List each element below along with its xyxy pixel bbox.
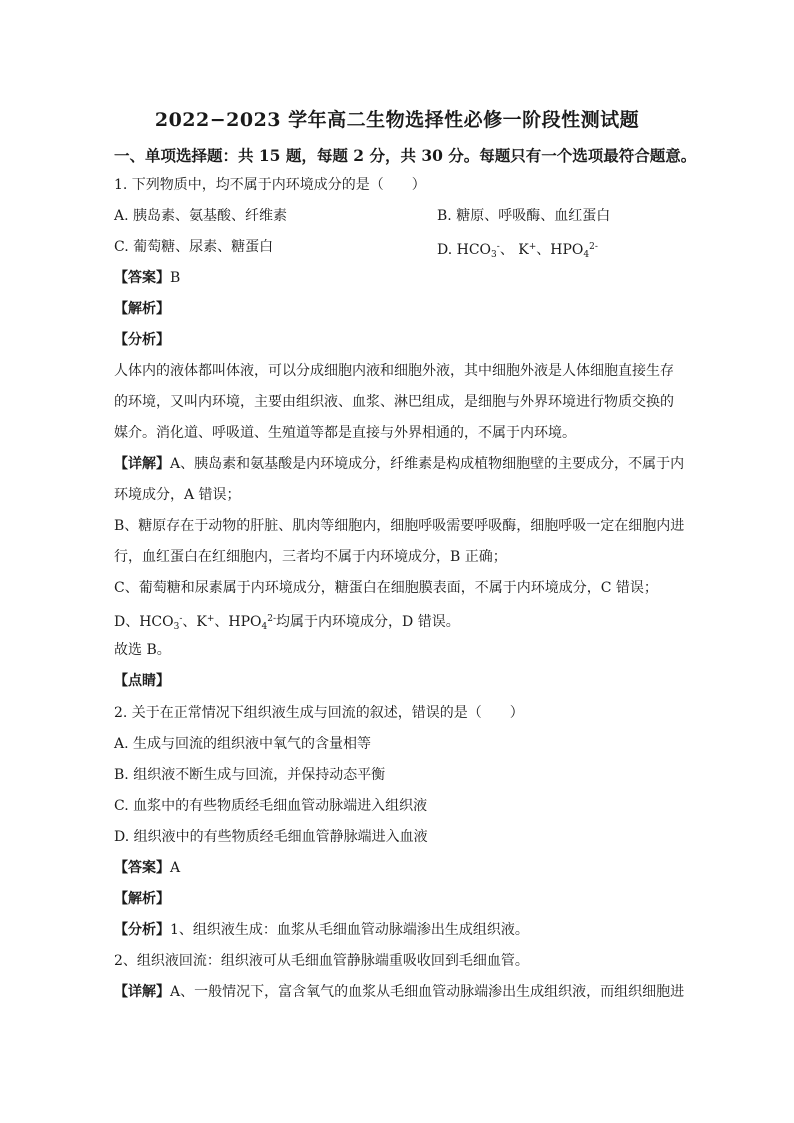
detail-label: 【详解】 [114, 456, 170, 472]
q2-analysis-label: 【解析】 [114, 891, 170, 907]
q1-option-d-subscript: 4 [583, 250, 590, 260]
detail-text: 、K [182, 614, 207, 630]
q1-detail-d [114, 609, 460, 637]
q1-detail-a [114, 454, 684, 474]
detail-superscript: 2- [267, 614, 277, 624]
detail-subscript: 4 [261, 622, 268, 632]
q1-conclusion: 故选 B。 [114, 642, 171, 658]
fenxi-text: 1、组织液生成：血浆从毛细血管动脉端渗出生成组织液。 [170, 922, 529, 938]
q1-stem: 1. 下列物质中，均不属于内环境成分的是（ ） [114, 177, 426, 193]
q2-answer [114, 858, 180, 878]
q1-fenxi-line: 的环境，又叫内环境，主要由组织液、血浆、淋巴组成，是细胞与外界环境进行物质交换的 [114, 394, 674, 410]
q2-stem: 2. 关于在正常情况下组织液生成与回流的叙述，错误的是（ ） [114, 705, 524, 721]
q1-option-b: B. 糖原、呼吸酶、血红蛋白 [437, 208, 611, 224]
q1-option-c: C. 葡萄糖、尿素、糖蛋白 [114, 239, 274, 255]
q1-analysis-label: 【解析】 [114, 301, 170, 317]
q1-detail-line: C、葡萄糖和尿素属于内环境成分，糖蛋白在细胞膜表面，不属于内环境成分，C 错误； [114, 580, 658, 596]
q1-option-d-superscript: - [496, 242, 500, 252]
q1-option-d-text: D. HCO [437, 242, 492, 258]
q1-option-d [437, 237, 598, 265]
section-heading: 一、单项选择题：共 15 题，每题 2 分，共 30 分。每题只有一个选项最符合题意。 [114, 146, 697, 165]
answer-value: A [170, 860, 181, 876]
q1-option-d-text: 、 K [499, 242, 529, 258]
fenxi-label: 【分析】 [114, 922, 170, 938]
q1-option-d-text: 、HPO [536, 242, 584, 258]
detail-text: 均属于内环境成分，D 错误。 [276, 614, 460, 630]
q2-fenxi-line [114, 920, 529, 940]
q1-option-d-superscript: 2- [589, 242, 598, 252]
q1-option-d-subscript: 3 [491, 250, 497, 260]
q1-dianjing-label: 【点睛】 [114, 673, 170, 689]
detail-text: A、胰岛素和氨基酸是内环境成分，纤维素是构成植物细胞壁的主要成分，不属于内 [170, 456, 685, 472]
detail-text: 、HPO [214, 614, 262, 630]
detail-label: 【详解】 [114, 984, 170, 1000]
answer-value: B [170, 270, 181, 286]
q1-fenxi-line: 媒介。消化道、呼吸道、生殖道等都是直接与外界相通的，不属于内环境。 [114, 425, 576, 441]
q1-fenxi-label: 【分析】 [114, 332, 170, 348]
q2-detail-line [114, 982, 684, 1002]
q2-option-a: A. 生成与回流的组织液中氧气的含量相等 [114, 736, 372, 752]
q1-option-a: A. 胰岛素、氨基酸、纤维素 [114, 208, 288, 224]
detail-text: D、HCO [114, 614, 174, 630]
q2-option-d: D. 组织液中的有些物质经毛细血管静脉端进入血液 [114, 829, 428, 845]
q1-fenxi-line: 人体内的液体都叫体液，可以分成细胞内液和细胞外液，其中细胞外液是人体细胞直接生存 [114, 363, 674, 379]
detail-subscript: 3 [173, 622, 180, 632]
q1-answer [114, 268, 180, 288]
page-title: 2022−2023 学年高二生物选择性必修一阶段性测试题 [154, 109, 640, 131]
q1-detail-line: 环境成分，A 错误； [114, 487, 241, 503]
q1-option-d-superscript: + [528, 242, 537, 252]
q2-option-c: C. 血浆中的有些物质经毛细血管动脉端进入组织液 [114, 798, 428, 814]
detail-text: A、一般情况下，富含氧气的血浆从毛细血管动脉端渗出生成组织液，而组织细胞进 [170, 984, 685, 1000]
q1-detail-line: 行，血红蛋白在红细胞内，三者均不属于内环境成分，B 正确； [114, 549, 507, 565]
answer-label: 【答案】 [114, 860, 170, 876]
answer-label: 【答案】 [114, 270, 170, 286]
detail-superscript: + [206, 614, 215, 624]
q2-option-b: B. 组织液不断生成与回流，并保持动态平衡 [114, 767, 386, 783]
q1-detail-line: B、糖原存在于动物的肝脏、肌肉等细胞内，细胞呼吸需要呼吸酶，细胞呼吸一定在细胞内进 [114, 518, 685, 534]
q2-fenxi-line: 2、组织液回流：组织液可从毛细血管静脉端重吸收回到毛细血管。 [114, 953, 529, 969]
detail-superscript: - [179, 614, 183, 624]
